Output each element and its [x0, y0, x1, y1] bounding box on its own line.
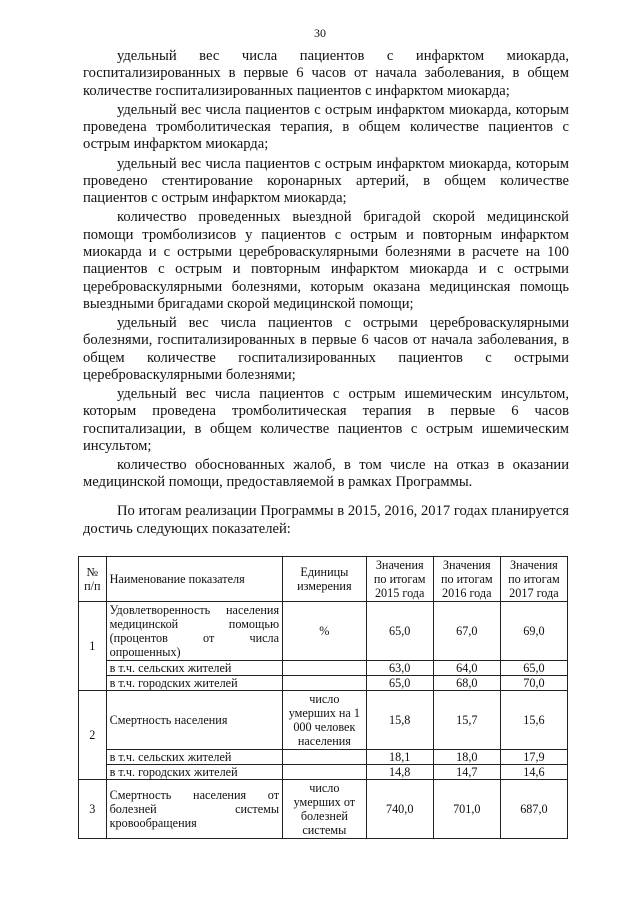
table-row: [79, 661, 568, 676]
table-row: [79, 780, 568, 839]
header-name: Наименование показателя: [106, 557, 282, 602]
paragraph: удельный вес числа пациентов с острым ишемическим инсультом, которым проведена тромболитическая терапия в первые 6 часов госпитализации, в общем количестве пациентов с острым ишемическим инсультом;: [83, 386, 569, 454]
unit-cell: [283, 661, 367, 676]
indicator-name: в т.ч. городских жителей: [106, 676, 282, 691]
value-2017: 65,0: [500, 661, 567, 676]
value-2017: 15,6: [500, 691, 567, 750]
page-number: 30: [314, 26, 326, 40]
indicator-name: Удовлетворенность населения медицинской помощью (процентов от числа опрошенных): [106, 602, 282, 661]
unit-cell: число умерших от болезней системы: [283, 780, 367, 839]
value-2016: 64,0: [433, 661, 500, 676]
intro-text: По итогам реализации Программы в 2015, 2016, 2017 годах планируется достичь следующих показателей:: [83, 503, 569, 537]
table-header-row: [79, 557, 568, 602]
table-row: [79, 691, 568, 750]
value-2017: 70,0: [500, 676, 567, 691]
indicators-table: [78, 556, 568, 839]
indicator-name: в т.ч. городских жителей: [106, 765, 282, 780]
value-2016: 15,7: [433, 691, 500, 750]
value-2015: 14,8: [366, 765, 433, 780]
header-2015: Значения по итогам 2015 года: [366, 557, 433, 602]
paragraph: количество обоснованных жалоб, в том числе на отказ в оказании медицинской помощи, предоставляемой в рамках Программы.: [83, 457, 569, 491]
unit-cell: [283, 676, 367, 691]
row-number: 2: [79, 691, 107, 780]
row-number: 3: [79, 780, 107, 839]
value-2016: 67,0: [433, 602, 500, 661]
table-row: [79, 765, 568, 780]
header-unit: Единицы измерения: [283, 557, 367, 602]
unit-cell: [283, 750, 367, 765]
value-2017: 69,0: [500, 602, 567, 661]
value-2017: 14,6: [500, 765, 567, 780]
paragraph: количество проведенных выездной бригадой скорой медицинской помощи тромболизисов у пациентов с острым и повторным инфарктом миокарда и с острыми цереброваскулярными болезнями в расчете на 100 пациентов с острым и повторным инфарктом миокарда и с острыми цереброваскулярными болезнями, которым оказана медицинская помощь выездными бригадами скорой медицинской помощи;: [83, 209, 569, 312]
indicator-name: в т.ч. сельских жителей: [106, 750, 282, 765]
value-2015: 18,1: [366, 750, 433, 765]
table-row: [79, 750, 568, 765]
value-2017: 687,0: [500, 780, 567, 839]
paragraph: удельный вес числа пациентов с острым инфарктом миокарда, которым проведена тромболитическая терапия, в общем количестве пациентов с острым инфарктом миокарда;: [83, 101, 569, 153]
header-2017: Значения по итогам 2017 года: [500, 557, 567, 602]
value-2015: 15,8: [366, 691, 433, 750]
indicator-name: Смертность населения: [106, 691, 282, 750]
indicator-name: в т.ч. сельских жителей: [106, 661, 282, 676]
header-no: № п/п: [79, 557, 107, 602]
indicator-list: [83, 48, 569, 494]
indicator-name: Смертность населения от болезней системы кровообращения: [106, 780, 282, 839]
paragraph: удельный вес числа пациентов с инфарктом миокарда, госпитализированных в первые 6 часов от начала заболевания, в общем количестве госпитализированных пациентов с инфарктом миокарда;: [83, 48, 569, 99]
header-2016: Значения по итогам 2016 года: [433, 557, 500, 602]
value-2017: 17,9: [500, 750, 567, 765]
unit-cell: [283, 765, 367, 780]
table-row: [79, 676, 568, 691]
value-2016: 68,0: [433, 676, 500, 691]
unit-cell: число умерших на 1 000 человек населения: [283, 691, 367, 750]
value-2015: 65,0: [366, 676, 433, 691]
paragraph: удельный вес числа пациентов с острым инфарктом миокарда, которым проведено стентирование коронарных артерий, в общем количестве пациентов с острым инфарктом миокарда;: [83, 155, 569, 207]
value-2015: 63,0: [366, 661, 433, 676]
row-number: 1: [79, 602, 107, 691]
table-intro: [83, 503, 569, 538]
paragraph: удельный вес числа пациентов с острыми цереброваскулярными болезнями, госпитализированных в первые 6 часов от начала заболевания, в общем количестве госпитализированных пациентов с острыми цереброваскулярными болезнями;: [83, 315, 569, 383]
unit-cell: %: [283, 602, 367, 661]
value-2015: 740,0: [366, 780, 433, 839]
value-2016: 18,0: [433, 750, 500, 765]
value-2016: 14,7: [433, 765, 500, 780]
value-2015: 65,0: [366, 602, 433, 661]
table-row: [79, 602, 568, 661]
value-2016: 701,0: [433, 780, 500, 839]
